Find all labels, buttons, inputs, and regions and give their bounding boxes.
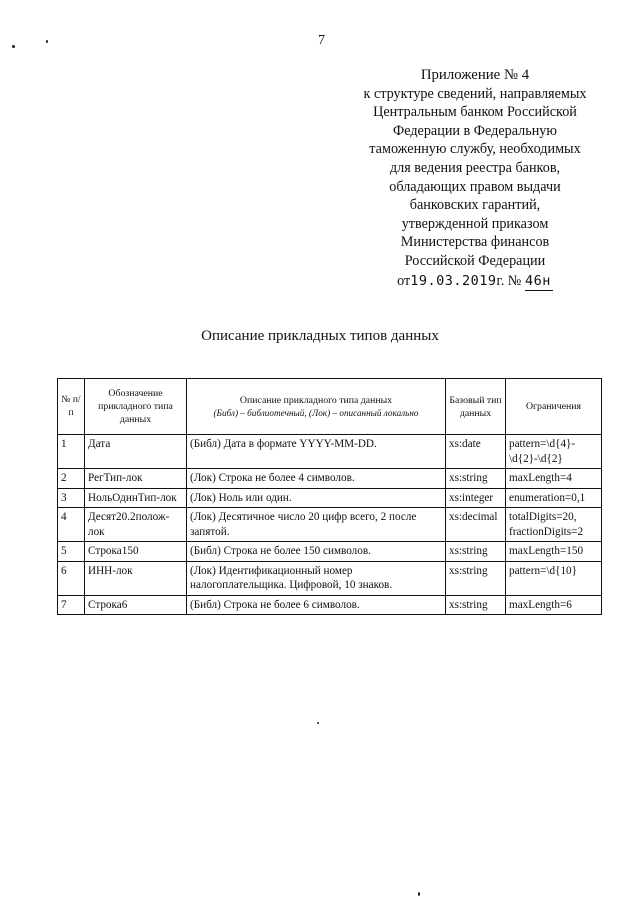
cell-name: ИНН-лок xyxy=(85,561,187,595)
cell-description: (Лок) Ноль или один. xyxy=(187,488,446,508)
cell-restriction: maxLength=6 xyxy=(506,595,602,615)
cell-name: НольОдинТип-лок xyxy=(85,488,187,508)
cell-name: Строка150 xyxy=(85,542,187,562)
cell-base-type: xs:string xyxy=(446,469,506,489)
document-title: Описание прикладных типов данных xyxy=(201,328,439,344)
scan-speck xyxy=(46,40,48,43)
cell-restriction: enumeration=0,1 xyxy=(506,488,602,508)
table-row xyxy=(58,488,602,508)
appendix-line: Приложение № 4 xyxy=(420,67,530,83)
cell-restriction: pattern=\d{10} xyxy=(506,561,602,595)
table-row xyxy=(58,508,602,542)
appendix-line: банковских гарантий, xyxy=(409,197,541,214)
appendix-line: Центральным банком Российской xyxy=(373,104,577,121)
cell-no: 5 xyxy=(58,542,85,562)
scan-speck xyxy=(317,722,319,724)
appendix-line: обладающих правом выдачи xyxy=(389,178,561,195)
table-row xyxy=(58,469,602,489)
order-date: 19.03.2019 xyxy=(410,272,497,289)
cell-description: (Лок) Идентификационный номер налогоплательщика. Цифровой, 10 знаков. xyxy=(187,561,446,595)
table-row xyxy=(58,561,602,595)
appendix-line: к структуре сведений, направляемых xyxy=(363,85,587,102)
cell-no: 3 xyxy=(58,488,85,508)
order-suffix: г. № xyxy=(496,272,522,289)
cell-description: (Библ) Дата в формате YYYY-MM-DD. xyxy=(187,435,446,469)
page-number: 7 xyxy=(318,33,325,48)
appendix-line: для ведения реестра банков, xyxy=(389,159,561,176)
cell-base-type: xs:string xyxy=(446,542,506,562)
cell-description: (Библ) Строка не более 6 символов. xyxy=(187,595,446,615)
cell-no: 2 xyxy=(58,469,85,489)
order-prefix: от xyxy=(397,272,411,289)
table-header-row xyxy=(58,379,602,435)
data-types-table xyxy=(57,378,602,615)
scan-speck xyxy=(418,892,420,896)
cell-no: 6 xyxy=(58,561,85,595)
cell-description: (Лок) Десятичное число 20 цифр всего, 2 после запятой. xyxy=(187,508,446,542)
cell-restriction: pattern=\d{4}-\d{2}-\d{2} xyxy=(506,435,602,469)
cell-name: Десят20.2полож-лок xyxy=(85,508,187,542)
cell-description: (Лок) Строка не более 4 символов. xyxy=(187,469,446,489)
header-designation: Обозначение прикладного типа данных xyxy=(85,379,187,435)
order-number: 46н xyxy=(525,272,553,292)
table-row xyxy=(58,435,602,469)
appendix-line: Федерации в Федеральную xyxy=(393,122,557,139)
cell-restriction: totalDigits=20, fractionDigits=2 xyxy=(506,508,602,542)
appendix-line: таможенную службу, необходимых xyxy=(369,141,581,158)
cell-no: 4 xyxy=(58,508,85,542)
order-reference xyxy=(340,272,610,292)
header-restrictions: Ограничения xyxy=(506,379,602,435)
cell-base-type: xs:decimal xyxy=(446,508,506,542)
cell-name: Строка6 xyxy=(85,595,187,615)
cell-base-type: xs:string xyxy=(446,595,506,615)
appendix-line: Российской Федерации xyxy=(404,252,546,269)
header-base-type: Базовый тип данных xyxy=(446,379,506,435)
cell-restriction: maxLength=150 xyxy=(506,542,602,562)
header-description xyxy=(187,379,446,435)
scan-speck xyxy=(12,45,15,48)
appendix-line: Министерства финансов xyxy=(400,234,550,251)
cell-base-type: xs:string xyxy=(446,561,506,595)
cell-description: (Библ) Строка не более 150 символов. xyxy=(187,542,446,562)
table-row xyxy=(58,595,602,615)
cell-name: Дата xyxy=(85,435,187,469)
cell-no: 7 xyxy=(58,595,85,615)
cell-restriction: maxLength=4 xyxy=(506,469,602,489)
appendix-line: утвержденной приказом xyxy=(401,215,549,232)
cell-name: РегТип-лок xyxy=(85,469,187,489)
header-no: № п/п xyxy=(58,379,85,435)
header-description-note: (Библ) – библиотечный, (Лок) – описанный локально xyxy=(213,407,419,418)
header-description-title: Описание прикладного типа данных xyxy=(239,394,393,406)
cell-base-type: xs:integer xyxy=(446,488,506,508)
cell-no: 1 xyxy=(58,435,85,469)
table-row xyxy=(58,542,602,562)
cell-base-type: xs:date xyxy=(446,435,506,469)
appendix-header xyxy=(340,66,610,291)
